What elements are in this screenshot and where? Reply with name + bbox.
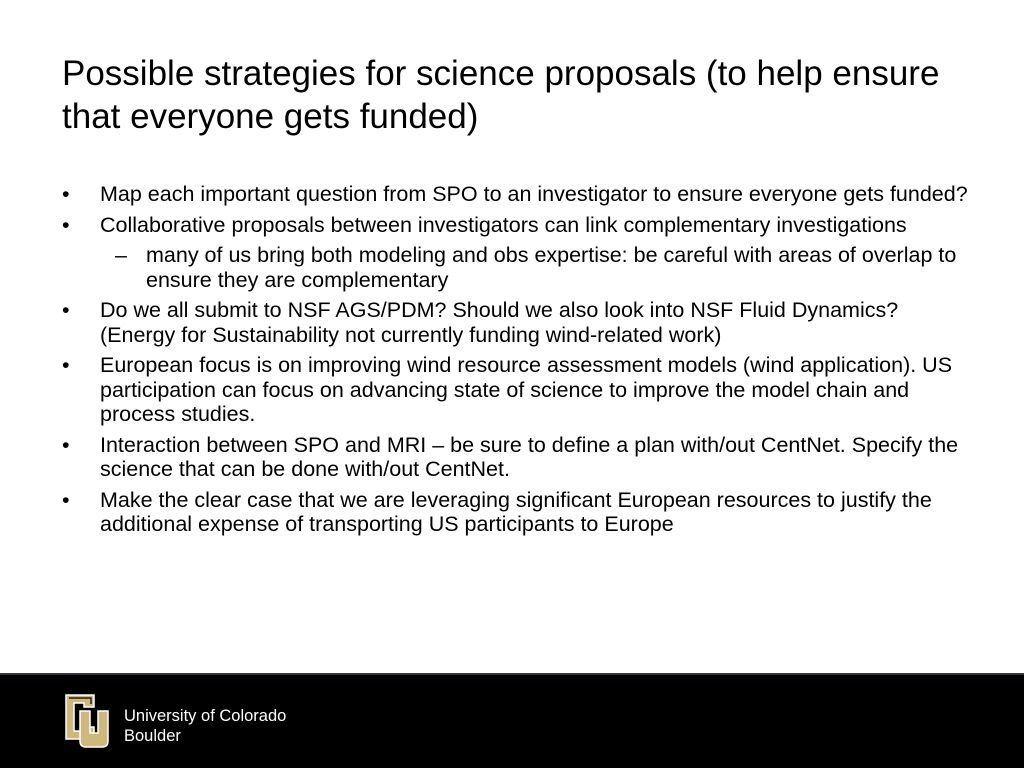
bullet-marker: • bbox=[62, 182, 70, 206]
bullet-marker: • bbox=[62, 487, 70, 512]
bullet-item bbox=[62, 433, 972, 482]
bullet-list bbox=[62, 182, 972, 543]
footer-bar bbox=[0, 673, 1024, 768]
university-name: University of Colorado bbox=[124, 707, 287, 725]
university-wordmark bbox=[124, 706, 286, 746]
bullet-item bbox=[62, 353, 972, 427]
sub-bullet-item bbox=[100, 243, 972, 292]
bullet-text: Collaborative proposals between investigators can link complementary investigations bbox=[100, 212, 907, 237]
bullet-marker: • bbox=[62, 298, 70, 322]
bullet-item bbox=[62, 298, 972, 347]
bullet-item bbox=[62, 182, 972, 207]
bullet-marker: • bbox=[62, 212, 70, 237]
slide-title: Possible strategies for science proposals (to help ensure that everyone gets funded) bbox=[62, 54, 940, 136]
campus-name: Boulder bbox=[124, 727, 181, 745]
bullet-text: Make the clear case that we are leveraging significant European resources to justify the additional expense of transporting US participants to Europe bbox=[100, 487, 932, 536]
sub-bullet-marker: – bbox=[115, 243, 127, 267]
bullet-text: Map each important question from SPO to an investigator to ensure everyone gets funded? bbox=[100, 182, 968, 206]
bullet-text: Do we all submit to NSF AGS/PDM? Should we also look into NSF Fluid Dynamics? (Energy for Sustainability not currently funding wind-related work) bbox=[100, 298, 899, 347]
bullet-text: Interaction between SPO and MRI – be sure to define a plan with/out CentNet. Specify the science that can be done with/out CentNet. bbox=[100, 432, 959, 481]
cu-logo-icon bbox=[54, 689, 118, 753]
sub-bullet-text: many of us bring both modeling and obs expertise: be careful with areas of overlap to ensure they are complementary bbox=[146, 243, 957, 292]
bullet-text: European focus is on improving wind resource assessment models (wind application). US participation can focus on advancing state of science to improve the model chain and process studies. bbox=[100, 353, 953, 426]
bullet-item bbox=[62, 213, 972, 293]
bullet-marker: • bbox=[62, 353, 70, 377]
sub-bullet-list bbox=[100, 243, 972, 292]
bullet-marker: • bbox=[62, 432, 70, 457]
bullet-item bbox=[62, 488, 972, 537]
